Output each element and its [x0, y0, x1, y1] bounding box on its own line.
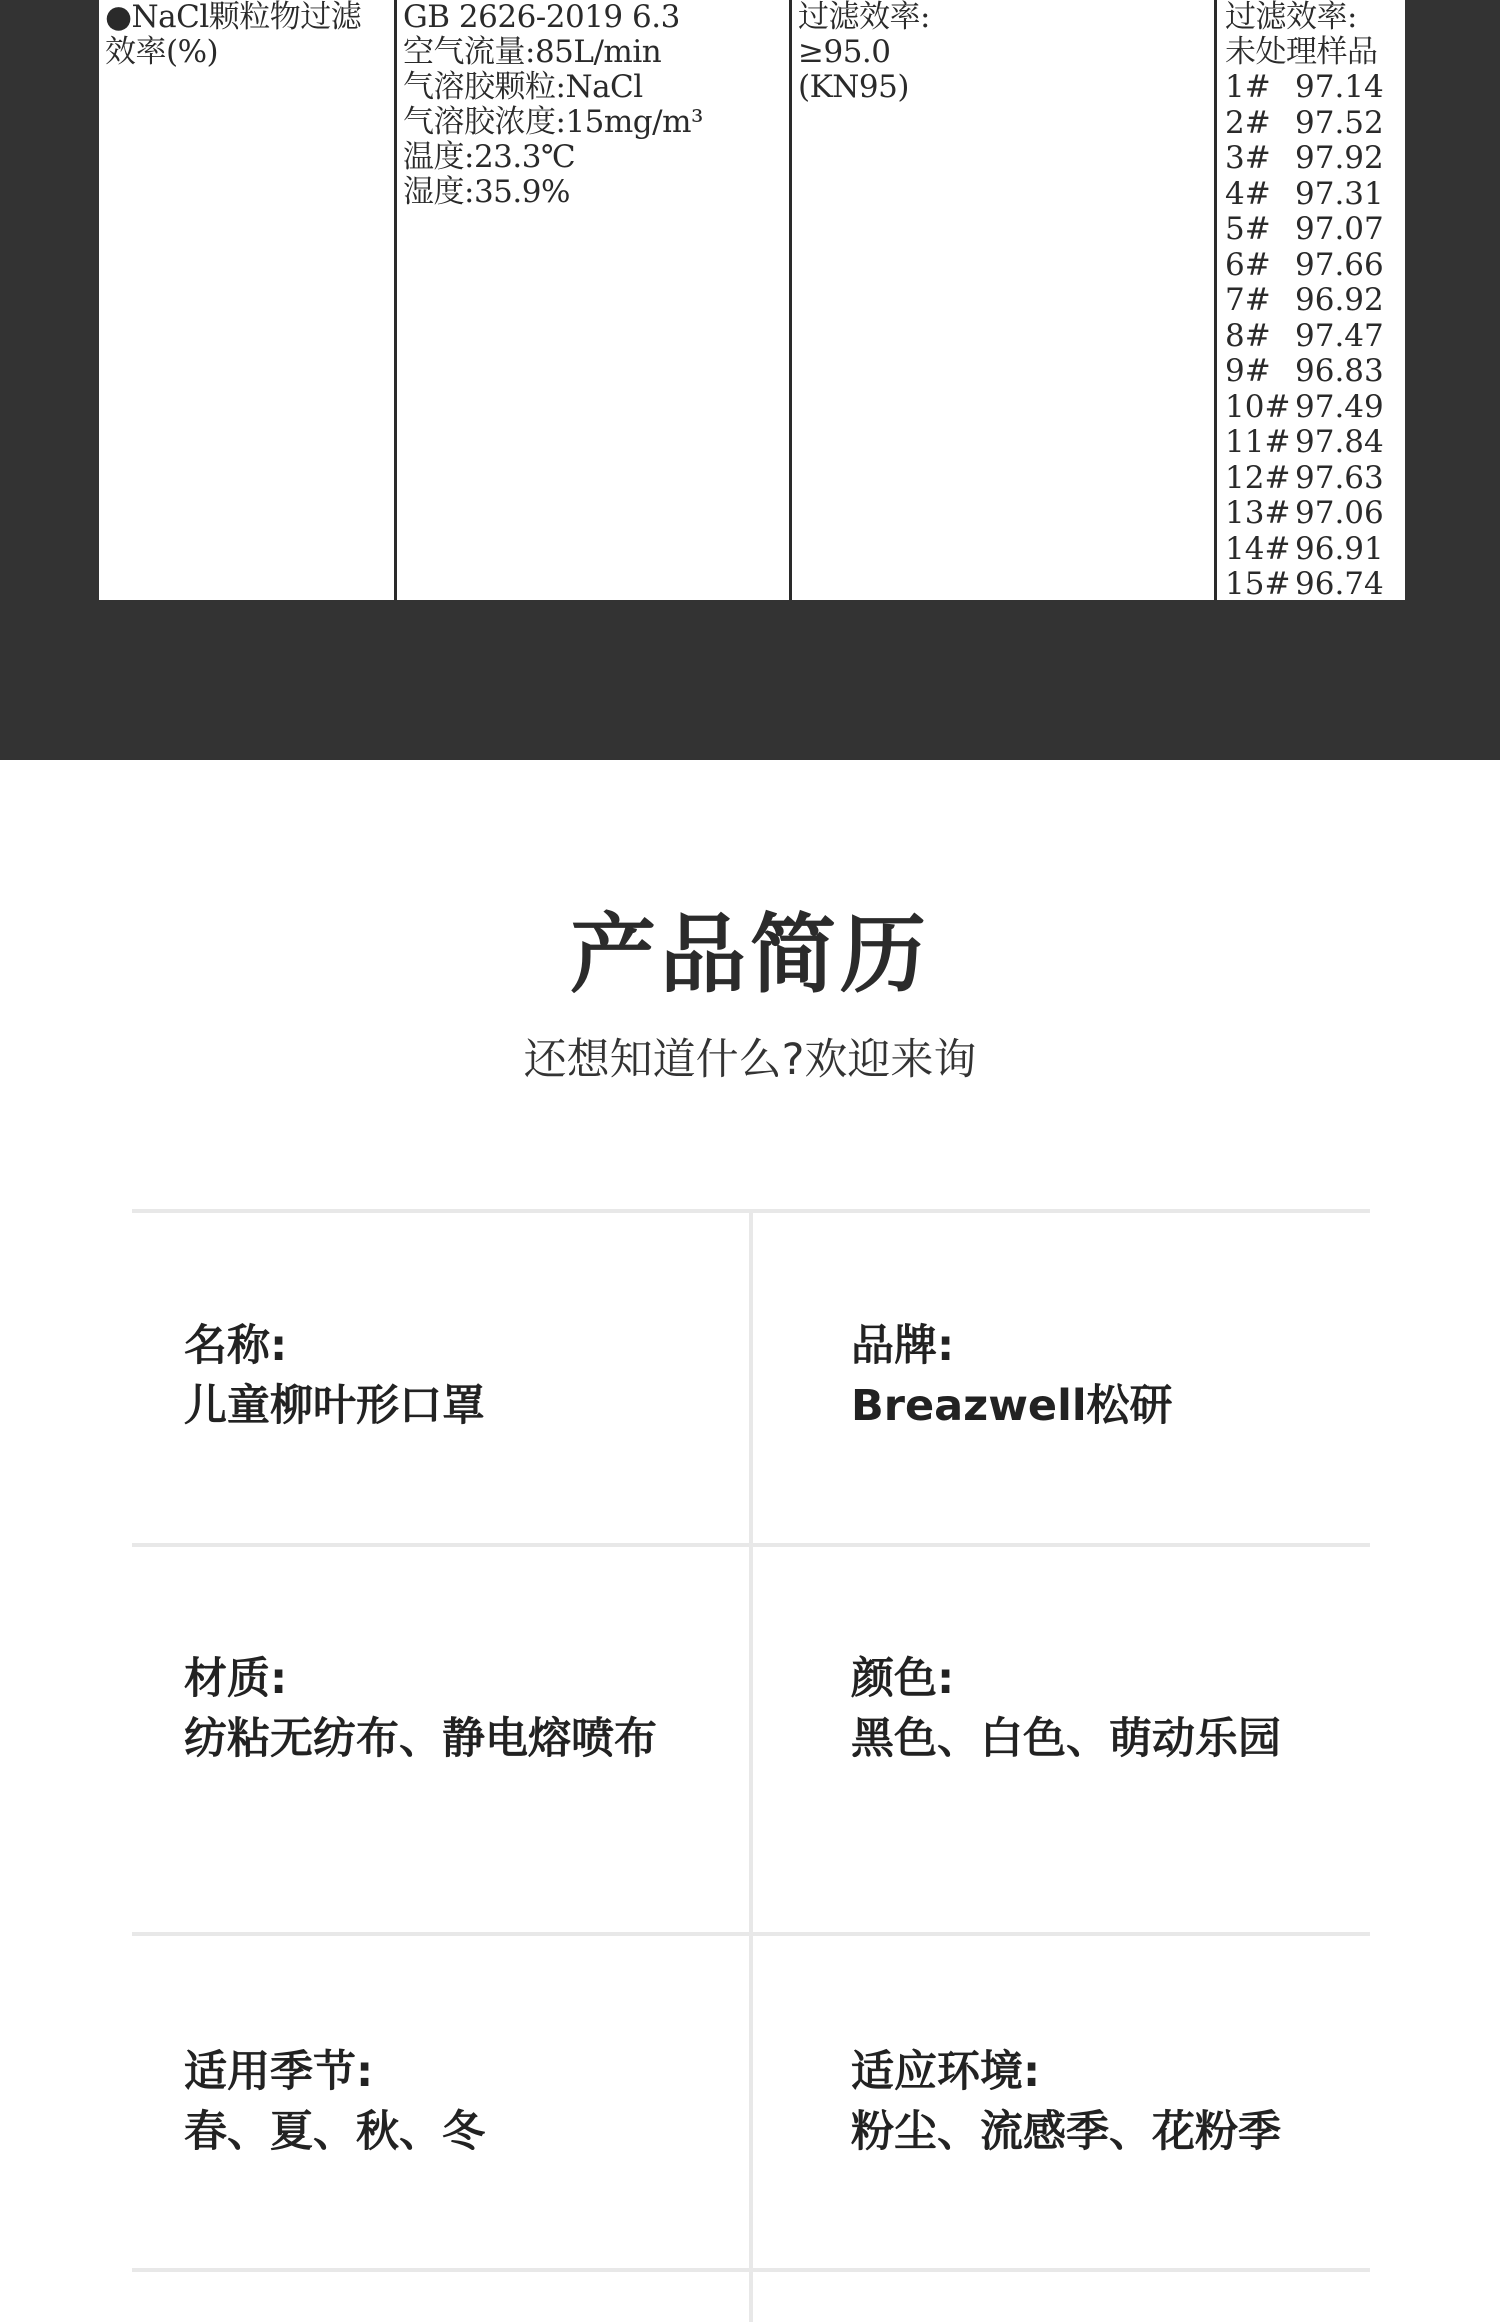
sample-value: 97.14: [1295, 69, 1384, 105]
report-text: ●NaCl颗粒物过滤: [105, 0, 362, 35]
info-cell-material: [184, 1649, 744, 1769]
report-text: 空气流量:85L/min: [403, 34, 662, 70]
sample-id: 6#: [1225, 246, 1271, 283]
info-label: 颜色:: [851, 1654, 955, 1704]
sample-row: [1225, 177, 1405, 213]
sample-id: 15#: [1225, 566, 1291, 600]
sample-value: 97.31: [1295, 175, 1384, 212]
sample-id: 8#: [1225, 317, 1271, 354]
report-text: 温度:23.3℃: [403, 139, 576, 175]
sample-row: [1225, 532, 1405, 568]
sample-id: 13#: [1225, 495, 1291, 531]
sample-id: 10#: [1225, 388, 1291, 425]
info-value: 儿童柳叶形口罩: [184, 1381, 485, 1431]
sample-value: 97.47: [1295, 317, 1384, 354]
sample-value: 97.49: [1295, 388, 1384, 425]
sample-value: 96.91: [1295, 530, 1384, 567]
info-value: Breazwell松研: [851, 1381, 1173, 1431]
info-cell-brand: [851, 1316, 1411, 1436]
sample-value: 97.66: [1295, 246, 1384, 283]
sample-row: [1225, 319, 1405, 355]
sample-value: 97.84: [1295, 424, 1384, 460]
sample-row: [1225, 70, 1405, 106]
report-text: 效率(%): [105, 34, 219, 70]
sample-id: 12#: [1225, 459, 1291, 496]
sample-row: [1225, 496, 1405, 532]
sample-row: [1225, 425, 1405, 461]
report-column-standard: [394, 0, 789, 600]
sample-value: 97.07: [1295, 211, 1384, 247]
report-image-band: [0, 0, 1500, 760]
sample-row: [1225, 283, 1405, 319]
sample-id: 1#: [1225, 69, 1271, 105]
sample-row: [1225, 354, 1405, 390]
sample-value: 97.92: [1295, 140, 1384, 176]
report-text: 未处理样品: [1225, 34, 1378, 70]
report-text: (KN95): [798, 69, 909, 105]
info-label: 材质:: [184, 1654, 288, 1704]
sample-id: 11#: [1225, 424, 1291, 460]
sample-row: [1225, 141, 1405, 177]
sample-id: 9#: [1225, 353, 1271, 389]
section-title: 产品简历: [570, 905, 930, 1005]
report-column-item: [99, 0, 394, 600]
report-text: 过滤效率:: [1225, 0, 1357, 35]
sample-results-list: [1225, 70, 1405, 600]
info-label: 品牌:: [851, 1321, 955, 1371]
info-value: 黑色、白色、萌动乐园: [851, 1714, 1281, 1764]
sample-id: 14#: [1225, 530, 1291, 567]
sample-id: 2#: [1225, 104, 1271, 141]
report-text: 气溶胶浓度:15mg/m³: [403, 104, 703, 140]
info-cell-color: [851, 1649, 1411, 1769]
sample-row: [1225, 106, 1405, 142]
sample-id: 4#: [1225, 175, 1271, 212]
report-text: 湿度:35.9%: [403, 174, 570, 210]
sample-value: 97.63: [1295, 459, 1384, 496]
info-label: 名称:: [184, 1321, 288, 1371]
sample-value: 97.52: [1295, 104, 1384, 141]
report-text: GB 2626-2019 6.3: [403, 0, 680, 35]
product-info-grid: [132, 1209, 1370, 2322]
grid-divider: [749, 1209, 753, 2322]
report-column-results: [1214, 0, 1405, 600]
sample-row: [1225, 212, 1405, 248]
test-report-sheet: [99, 0, 1405, 600]
sample-id: 3#: [1225, 140, 1271, 176]
section-subtitle: 还想知道什么?欢迎来询: [523, 1035, 977, 1085]
report-column-requirement: [789, 0, 1214, 600]
sample-row: [1225, 248, 1405, 284]
report-text: 过滤效率:: [798, 0, 930, 35]
info-value: 纺粘无纺布、静电熔喷布: [184, 1714, 657, 1764]
sample-row: [1225, 461, 1405, 497]
info-label: 适用季节:: [184, 2047, 374, 2097]
info-value: 粉尘、流感季、花粉季: [851, 2107, 1281, 2157]
sample-value: 96.74: [1295, 566, 1384, 600]
sample-value: 96.92: [1295, 282, 1384, 318]
info-cell-name: [184, 1316, 744, 1436]
info-label: 适应环境:: [851, 2047, 1041, 2097]
report-text: 气溶胶颗粒:NaCl: [403, 69, 643, 105]
sample-value: 97.06: [1295, 495, 1384, 531]
info-value: 春、夏、秋、冬: [184, 2107, 485, 2157]
sample-value: 96.83: [1295, 353, 1384, 389]
sample-id: 7#: [1225, 282, 1271, 318]
info-cell-season: [184, 2042, 744, 2162]
report-text: ≥95.0: [798, 34, 891, 70]
sample-id: 5#: [1225, 211, 1271, 247]
info-cell-environment: [851, 2042, 1411, 2162]
sample-row: [1225, 567, 1405, 600]
sample-row: [1225, 390, 1405, 426]
